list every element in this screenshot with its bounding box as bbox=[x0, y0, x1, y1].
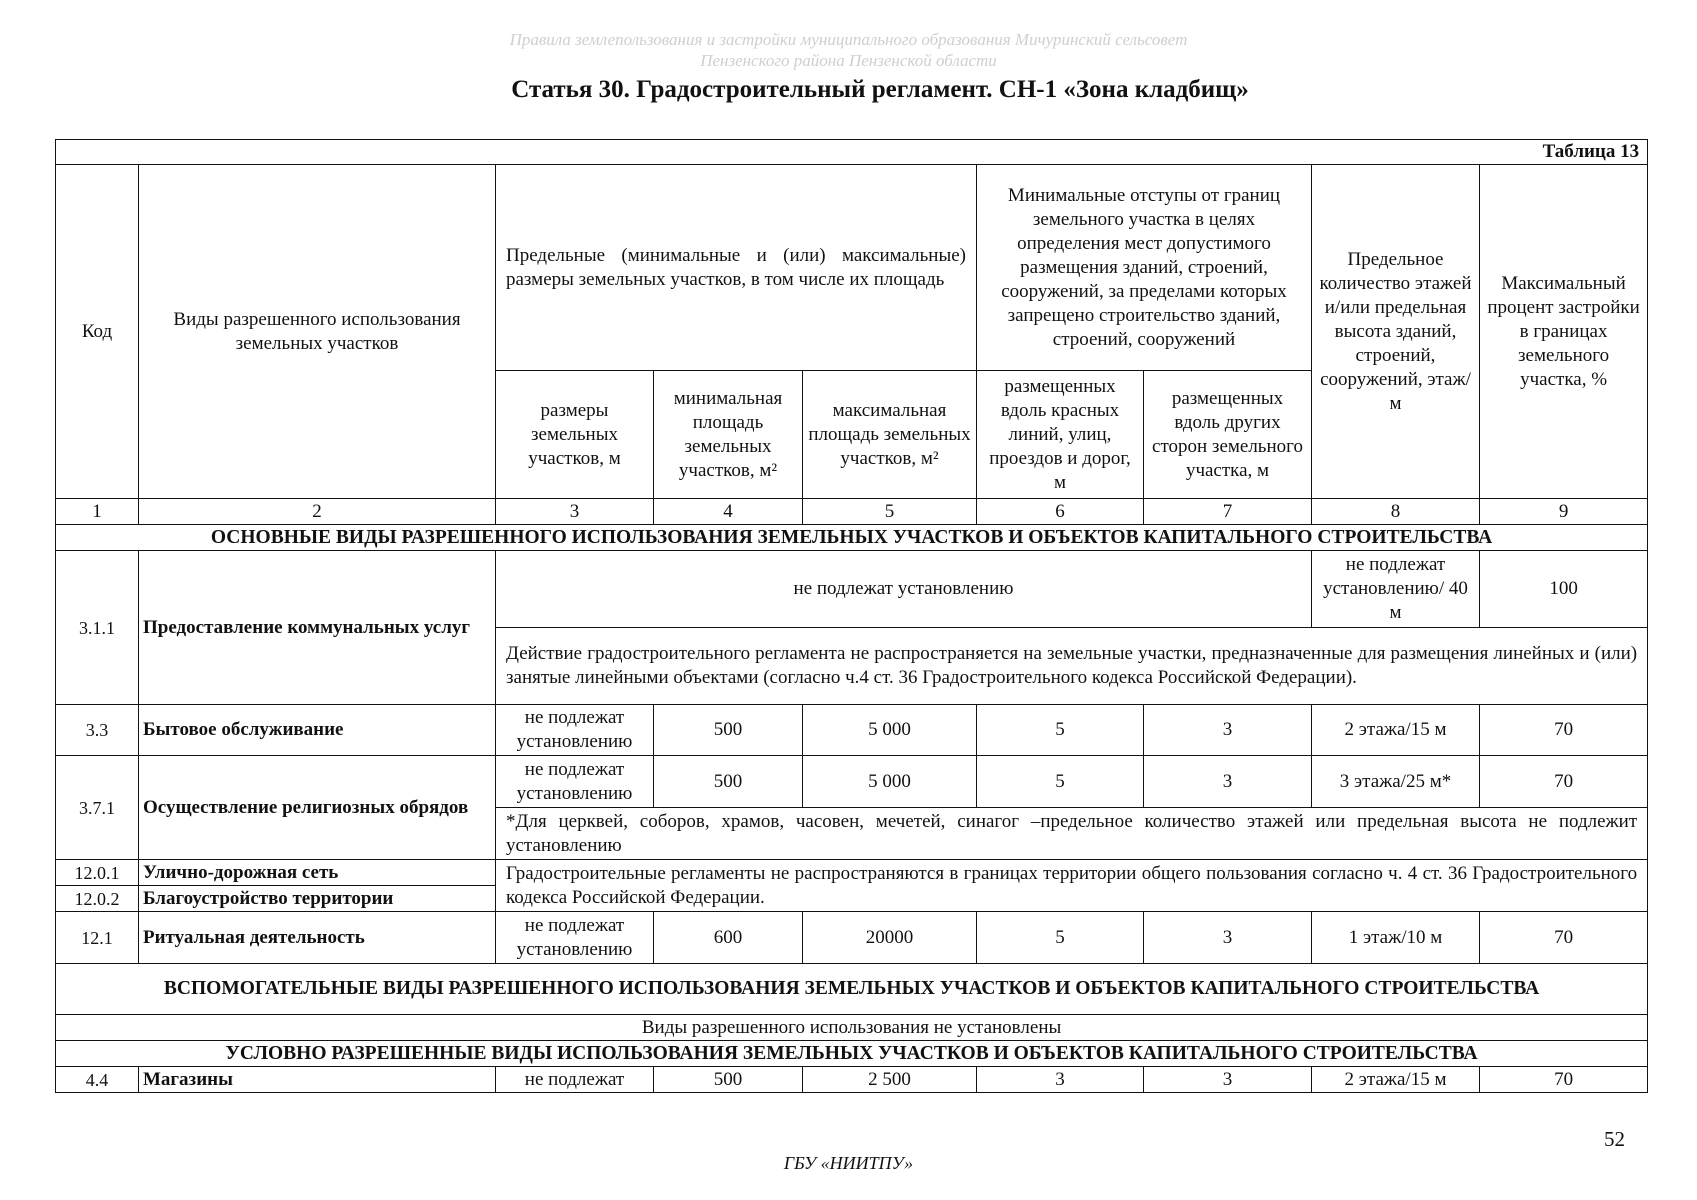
column-number: 6 bbox=[977, 499, 1144, 525]
row-plot-size: не подлежат установлению bbox=[496, 912, 654, 964]
row-use-name: Ритуальная деятельность bbox=[139, 912, 496, 964]
row-floors: 2 этажа/15 м bbox=[1312, 705, 1480, 756]
row-floors: 1 этаж/10 м bbox=[1312, 912, 1480, 964]
row-use-name: Магазины bbox=[139, 1067, 496, 1093]
row-max-area: 2 500 bbox=[803, 1067, 977, 1093]
column-number: 1 bbox=[56, 499, 139, 525]
header-setback-other: размещенных вдоль других сторон земельного участка, м bbox=[1144, 371, 1312, 499]
column-number: 9 bbox=[1480, 499, 1648, 525]
header-max-percent: Максимальный процент застройки в границах земельного участка, % bbox=[1480, 165, 1648, 499]
row-setback-red: 5 bbox=[977, 756, 1144, 808]
row-setback-other: 3 bbox=[1144, 756, 1312, 808]
row-max-percent: 70 bbox=[1480, 1067, 1648, 1093]
row-note: Градостроительные регламенты не распространяются в границах территории общего пользования согласно ч. 4 ст. 36 Градостроительного кодекса Российской Федерации. bbox=[496, 860, 1648, 912]
running-header-line-1: Правила землепользования и застройки муниципального образования Мичуринский сельсовет bbox=[509, 30, 1188, 49]
table-row bbox=[56, 1067, 1648, 1093]
regulation-table bbox=[55, 139, 1648, 1093]
section-row-aux bbox=[56, 964, 1648, 1015]
section-heading-conditional: УСЛОВНО РАЗРЕШЕННЫЕ ВИДЫ ИСПОЛЬЗОВАНИЯ ЗЕМЕЛЬНЫХ УЧАСТКОВ И ОБЪЕКТОВ КАПИТАЛЬНОГО СТРОИТЕЛЬСТВА bbox=[56, 1041, 1648, 1067]
row-plot-size: не подлежат bbox=[496, 1067, 654, 1093]
row-use-name: Благоустройство территории bbox=[139, 886, 496, 912]
row-use-name: Осуществление религиозных обрядов bbox=[139, 756, 496, 860]
header-floors: Предельное количество этажей и/или предельная высота зданий, строений, сооружений, этаж/м bbox=[1312, 165, 1480, 499]
row-code: 12.1 bbox=[56, 912, 139, 964]
column-number: 5 bbox=[803, 499, 977, 525]
table-row bbox=[56, 551, 1648, 628]
table-row bbox=[56, 860, 1648, 886]
row-setback-other: 3 bbox=[1144, 912, 1312, 964]
row-max-area: 20000 bbox=[803, 912, 977, 964]
header-setback-red-lines: размещенных вдоль красных линий, улиц, проездов и дорог, м bbox=[977, 371, 1144, 499]
row-max-area: 5 000 bbox=[803, 705, 977, 756]
row-use-name: Бытовое обслуживание bbox=[139, 705, 496, 756]
header-plot-limits: Предельные (минимальные и (или) максимальные) размеры земельных участков, в том числе их площадь bbox=[496, 165, 977, 371]
row-code: 3.1.1 bbox=[56, 551, 139, 705]
row-setback-other: 3 bbox=[1144, 705, 1312, 756]
column-number-row bbox=[56, 499, 1648, 525]
column-number: 7 bbox=[1144, 499, 1312, 525]
row-setback-red: 5 bbox=[977, 705, 1144, 756]
header-code: Код bbox=[56, 165, 139, 499]
header-row-1 bbox=[56, 165, 1648, 371]
table-label-row bbox=[56, 140, 1648, 165]
row-plot-size: не подлежат установлению bbox=[496, 756, 654, 808]
row-min-area: 500 bbox=[654, 705, 803, 756]
table-row bbox=[56, 1015, 1648, 1041]
row-min-area: 500 bbox=[654, 756, 803, 808]
row-max-area: 5 000 bbox=[803, 756, 977, 808]
header-setbacks: Минимальные отступы от границ земельного участка в целях определения мест допустимого размещения зданий, строений, сооружений, за пределами которых запрещено строительство зданий, строений, сооружений bbox=[977, 165, 1312, 371]
row-max-percent: 70 bbox=[1480, 756, 1648, 808]
page-title: Статья 30. Градостроительный регламент. СН-1 «Зона кладбищ» bbox=[511, 76, 1249, 103]
row-limits-not-set: не подлежат установлению bbox=[496, 551, 1312, 628]
row-note: *Для церквей, соборов, храмов, часовен, мечетей, синагог –предельное количество этажей или предельная высота не подлежит установлению bbox=[496, 808, 1648, 860]
row-use-name: Улично-дорожная сеть bbox=[139, 860, 496, 886]
row-floors: 3 этажа/25 м* bbox=[1312, 756, 1480, 808]
running-header-line-2: Пензенского района Пензенской области bbox=[700, 51, 997, 70]
column-number: 3 bbox=[496, 499, 654, 525]
page-footer: ГБУ «НИИТПУ» bbox=[783, 1153, 914, 1173]
row-max-percent: 100 bbox=[1480, 551, 1648, 628]
row-code: 4.4 bbox=[56, 1067, 139, 1093]
row-floors: не подлежат установлению/ 40 м bbox=[1312, 551, 1480, 628]
header-plot-size: размеры земельных участков, м bbox=[496, 371, 654, 499]
section-heading-main: ОСНОВНЫЕ ВИДЫ РАЗРЕШЕННОГО ИСПОЛЬЗОВАНИЯ ЗЕМЕЛЬНЫХ УЧАСТКОВ И ОБЪЕКТОВ КАПИТАЛЬНОГО СТРОИТЕЛЬСТВА bbox=[56, 525, 1648, 551]
header-max-area: максимальная площадь земельных участков, м² bbox=[803, 371, 977, 499]
column-number: 2 bbox=[139, 499, 496, 525]
row-max-percent: 70 bbox=[1480, 705, 1648, 756]
aux-note: Виды разрешенного использования не установлены bbox=[56, 1015, 1648, 1041]
section-heading-aux: ВСПОМОГАТЕЛЬНЫЕ ВИДЫ РАЗРЕШЕННОГО ИСПОЛЬЗОВАНИЯ ЗЕМЕЛЬНЫХ УЧАСТКОВ И ОБЪЕКТОВ КАПИТАЛЬНОГО СТРОИТЕЛЬСТВА bbox=[56, 964, 1648, 1015]
row-floors: 2 этажа/15 м bbox=[1312, 1067, 1480, 1093]
header-use-type: Виды разрешенного использования земельных участков bbox=[139, 165, 496, 499]
column-number: 8 bbox=[1312, 499, 1480, 525]
row-setback-red: 3 bbox=[977, 1067, 1144, 1093]
header-min-area: минимальная площадь земельных участков, м² bbox=[654, 371, 803, 499]
table-row bbox=[56, 756, 1648, 808]
row-note: Действие градостроительного регламента не распространяется на земельные участки, предназначенные для размещения линейных и (или) занятые линейными объектами (согласно ч.4 ст. 36 Градостроительного кодекса Российской Федерации). bbox=[496, 628, 1648, 705]
row-setback-other: 3 bbox=[1144, 1067, 1312, 1093]
table-row bbox=[56, 912, 1648, 964]
section-row-main bbox=[56, 525, 1648, 551]
row-code: 3.7.1 bbox=[56, 756, 139, 860]
section-row-conditional bbox=[56, 1041, 1648, 1067]
column-number: 4 bbox=[654, 499, 803, 525]
row-min-area: 500 bbox=[654, 1067, 803, 1093]
table-row bbox=[56, 705, 1648, 756]
row-min-area: 600 bbox=[654, 912, 803, 964]
row-max-percent: 70 bbox=[1480, 912, 1648, 964]
row-code: 3.3 bbox=[56, 705, 139, 756]
page-number: 52 bbox=[1604, 1127, 1625, 1151]
row-plot-size: не подлежат установлению bbox=[496, 705, 654, 756]
table-number: Таблица 13 bbox=[56, 140, 1648, 165]
row-setback-red: 5 bbox=[977, 912, 1144, 964]
row-code: 12.0.1 bbox=[56, 860, 139, 886]
row-code: 12.0.2 bbox=[56, 886, 139, 912]
row-use-name: Предоставление коммунальных услуг bbox=[139, 551, 496, 705]
